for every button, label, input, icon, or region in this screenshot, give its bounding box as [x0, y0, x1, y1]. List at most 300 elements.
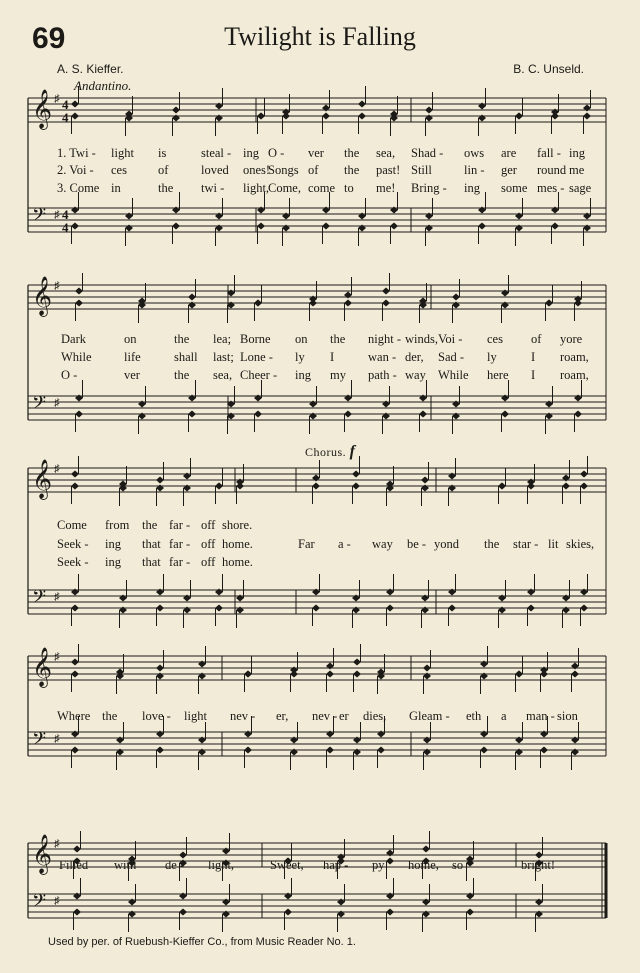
lyric-syllable: Sweet,	[270, 858, 304, 872]
note	[222, 911, 230, 933]
lyric-syllable: that	[142, 555, 161, 569]
treble-clef-icon: 𝄞	[32, 459, 53, 499]
lyric-syllable: I	[531, 350, 536, 364]
note	[448, 458, 456, 480]
lyric-syllable: der,	[405, 350, 424, 364]
note	[257, 113, 265, 135]
lyric-syllable: here	[487, 368, 509, 382]
note	[215, 88, 223, 110]
note	[353, 671, 361, 693]
note	[574, 281, 582, 303]
lyric-syllable: the	[344, 146, 360, 160]
lyric-syllable: Dark	[61, 332, 86, 346]
sharp-icon: ♯	[54, 895, 60, 907]
note	[282, 113, 290, 135]
lyric-syllable: 3. Come	[57, 181, 100, 195]
sharp-icon: ♯	[54, 397, 60, 409]
bass-time-signature-top: 4	[62, 207, 69, 222]
note	[215, 574, 223, 596]
note	[284, 878, 292, 900]
note	[71, 644, 79, 666]
note	[138, 386, 146, 408]
note	[290, 652, 298, 674]
lyric-syllable: O -	[268, 146, 285, 160]
note	[545, 413, 553, 435]
lyric-syllable: bright!	[521, 858, 556, 872]
lyric-syllable: 2. Voi -	[57, 163, 94, 177]
hymn-number: 69	[32, 22, 66, 55]
lyric-syllable: come	[308, 181, 336, 195]
note	[116, 749, 124, 771]
note	[527, 483, 535, 505]
note	[125, 96, 133, 118]
note	[337, 884, 345, 906]
note	[535, 911, 543, 933]
lyric-syllable: Filled	[59, 858, 89, 872]
note	[425, 198, 433, 220]
lyric-syllable: Come	[57, 518, 87, 532]
note	[71, 223, 79, 245]
note	[222, 833, 230, 855]
note	[515, 113, 523, 135]
lyric-syllable: Borne	[240, 332, 271, 346]
note	[215, 483, 223, 505]
lyric-syllable: nev -	[312, 709, 338, 723]
lyric-syllable: ing	[464, 181, 480, 195]
lyric-syllable: the	[158, 181, 174, 195]
note	[382, 413, 390, 435]
lyric-syllable: Come,	[268, 181, 301, 195]
note	[138, 302, 146, 324]
note	[337, 911, 345, 933]
note	[515, 749, 523, 771]
note	[390, 96, 398, 118]
note	[501, 302, 509, 324]
note	[179, 837, 187, 859]
lyric-syllable: light	[184, 709, 207, 723]
lyric-syllable: off	[201, 555, 216, 569]
note	[71, 605, 79, 627]
note	[282, 225, 290, 247]
note	[236, 483, 244, 505]
treble-time-signature-top: 4	[62, 97, 69, 112]
note	[571, 671, 579, 693]
note	[562, 580, 570, 602]
note	[73, 878, 81, 900]
note	[290, 722, 298, 744]
note	[227, 302, 235, 324]
note	[535, 884, 543, 906]
note	[419, 302, 427, 324]
sharp-icon: ♯	[54, 651, 60, 663]
tempo-marking: Andantino.	[74, 78, 132, 93]
note	[574, 411, 582, 433]
note	[580, 605, 588, 627]
note	[312, 574, 320, 596]
lyric-syllable: the	[330, 332, 346, 346]
note	[198, 646, 206, 668]
sharp-icon: ♯	[54, 93, 60, 105]
lyric-syllable: twi -	[201, 181, 225, 195]
treble-clef-icon: 𝄞	[32, 647, 53, 687]
note	[156, 747, 164, 769]
lyric-syllable: ing	[105, 537, 121, 551]
lyric-syllable: love -	[142, 709, 171, 723]
note	[119, 607, 127, 629]
lyric-syllable: off	[201, 518, 216, 532]
lyric-syllable: I	[330, 350, 335, 364]
note	[382, 273, 390, 295]
note	[71, 483, 79, 505]
note	[353, 644, 361, 666]
note	[358, 113, 366, 135]
note	[183, 458, 191, 480]
lyric-syllable: on	[295, 332, 308, 346]
lyric-syllable: de -	[165, 858, 185, 872]
lyric-syllable: O -	[61, 368, 78, 382]
lyric-syllable: hap -	[323, 858, 349, 872]
bass-time-signature-bottom: 4	[62, 220, 69, 235]
lyric-syllable: wan -	[368, 350, 397, 364]
lyric-syllable: Cheer -	[240, 368, 278, 382]
lyric-syllable: roam,	[560, 350, 589, 364]
note	[478, 115, 486, 137]
note	[452, 302, 460, 324]
note	[574, 380, 582, 402]
lyric-syllable: yond	[434, 537, 459, 551]
lyric-syllable: sage	[569, 181, 592, 195]
note	[73, 831, 81, 853]
note	[386, 605, 394, 627]
note	[183, 485, 191, 507]
note	[344, 300, 352, 322]
lyric-syllable: me!	[376, 181, 396, 195]
note	[282, 94, 290, 116]
lyric-syllable: Bring -	[411, 181, 447, 195]
lyric-syllable: ing	[243, 146, 259, 160]
note	[562, 607, 570, 629]
lyric-syllable: Where	[57, 709, 91, 723]
lyric-syllable: in	[111, 181, 121, 195]
lyric-syllable: Still	[411, 163, 432, 177]
lyric-syllable: Far	[298, 537, 315, 551]
note	[422, 911, 430, 933]
lyric-syllable: py	[372, 858, 385, 872]
note	[498, 483, 506, 505]
note	[452, 413, 460, 435]
note	[179, 878, 187, 900]
lyric-syllable: ows	[464, 146, 485, 160]
note	[422, 884, 430, 906]
note	[290, 671, 298, 693]
note	[215, 225, 223, 247]
lyric-syllable: path -	[368, 368, 397, 382]
note	[466, 860, 474, 882]
lyric-syllable: yore	[560, 332, 583, 346]
sharp-icon: ♯	[54, 591, 60, 603]
note	[419, 380, 427, 402]
lyric-syllable: Seek -	[57, 537, 89, 551]
note	[527, 605, 535, 627]
note	[571, 648, 579, 670]
note	[583, 90, 591, 112]
note	[344, 380, 352, 402]
note	[282, 198, 290, 220]
lyric-syllable: is	[158, 146, 167, 160]
lyric-syllable: past!	[376, 163, 401, 177]
lyric-syllable: winds,	[405, 332, 438, 346]
note	[421, 607, 429, 629]
note	[236, 464, 244, 486]
note	[551, 113, 559, 135]
note	[172, 115, 180, 137]
note	[583, 198, 591, 220]
note	[422, 831, 430, 853]
note	[480, 646, 488, 668]
lyric-syllable: dies,	[363, 709, 387, 723]
lyric-syllable: the	[174, 332, 190, 346]
note	[377, 673, 385, 695]
music-system	[28, 273, 606, 434]
note	[386, 835, 394, 857]
sharp-icon: ♯	[54, 209, 60, 221]
note	[312, 605, 320, 627]
lyric-syllable: me	[569, 163, 585, 177]
lyric-syllable: ly	[487, 350, 497, 364]
note	[183, 580, 191, 602]
lyric-syllable: off	[201, 537, 216, 551]
lyric-syllable: of	[158, 163, 169, 177]
note	[344, 277, 352, 299]
note	[309, 413, 317, 435]
lyric-syllable: shore.	[222, 518, 253, 532]
composer-credit: B. C. Unseld.	[513, 62, 584, 76]
lyric-syllable: While	[438, 368, 469, 382]
note	[421, 485, 429, 507]
music-system	[28, 644, 606, 770]
lyric-syllable: from	[105, 518, 130, 532]
treble-clef-icon: 𝄞	[32, 276, 53, 316]
lyric-syllable: light,	[243, 181, 270, 195]
note	[322, 113, 330, 135]
lyric-syllable: home.	[222, 537, 253, 551]
note	[478, 88, 486, 110]
lyric-syllable: some	[501, 181, 528, 195]
lyric-syllable: life	[124, 350, 141, 364]
note	[75, 380, 83, 402]
note	[527, 464, 535, 486]
note	[390, 223, 398, 245]
note	[358, 198, 366, 220]
note	[423, 749, 431, 771]
lyric-syllable: a -	[338, 537, 351, 551]
lyric-syllable: so	[452, 858, 464, 872]
note	[352, 607, 360, 629]
lyric-syllable: ces	[487, 332, 503, 346]
note	[583, 113, 591, 135]
note	[562, 483, 570, 505]
note	[545, 300, 553, 322]
treble-clef-icon: 𝄞	[32, 89, 53, 129]
bass-clef-icon: 𝄢	[32, 205, 47, 230]
note	[448, 605, 456, 627]
note	[125, 225, 133, 247]
lyric-syllable: to	[344, 181, 354, 195]
note	[188, 411, 196, 433]
lyric-syllable: roam,	[560, 368, 589, 382]
note	[480, 673, 488, 695]
lyric-syllable: ing	[569, 146, 585, 160]
note	[425, 115, 433, 137]
lyric-syllable: ger	[501, 163, 517, 177]
note	[244, 671, 252, 693]
lyric-syllable: ing	[105, 555, 121, 569]
note	[515, 225, 523, 247]
lyric-syllable: lin -	[464, 163, 485, 177]
sharp-icon: ♯	[54, 733, 60, 745]
lyric-syllable: steal -	[201, 146, 232, 160]
note	[156, 650, 164, 672]
lyric-syllable: mes -	[537, 181, 565, 195]
bass-clef-icon: 𝄢	[32, 891, 47, 916]
note	[358, 225, 366, 247]
note	[198, 722, 206, 744]
lyric-syllable: Lone -	[240, 350, 273, 364]
lyric-syllable: be -	[407, 537, 427, 551]
note	[198, 749, 206, 771]
note	[71, 747, 79, 769]
lyric-syllable: with	[114, 858, 137, 872]
lyric-syllable: a	[501, 709, 507, 723]
lyric-syllable: ver	[308, 146, 324, 160]
note	[545, 386, 553, 408]
note	[448, 574, 456, 596]
lyric-syllable: Shad -	[411, 146, 444, 160]
lyric-syllable: light	[111, 146, 134, 160]
note	[448, 485, 456, 507]
note	[172, 223, 180, 245]
note	[466, 841, 474, 863]
lyric-syllable: far -	[169, 537, 191, 551]
note	[236, 607, 244, 629]
lyric-syllable: fall -	[537, 146, 561, 160]
note	[75, 411, 83, 433]
note	[312, 460, 320, 482]
note	[254, 380, 262, 402]
note	[452, 386, 460, 408]
sharp-icon: ♯	[54, 838, 60, 850]
note	[215, 198, 223, 220]
note	[227, 413, 235, 435]
note	[386, 485, 394, 507]
note	[215, 115, 223, 137]
note	[116, 673, 124, 695]
note	[423, 650, 431, 672]
note	[119, 580, 127, 602]
lyric-syllable: lit	[548, 537, 559, 551]
note	[421, 462, 429, 484]
note	[562, 460, 570, 482]
note	[138, 283, 146, 305]
note	[421, 580, 429, 602]
note	[71, 574, 79, 596]
music-system	[28, 831, 606, 932]
note	[515, 671, 523, 693]
note	[75, 273, 83, 295]
note	[498, 580, 506, 602]
note	[156, 485, 164, 507]
lyric-syllable: Seek -	[57, 555, 89, 569]
treble-time-signature-bottom: 4	[62, 110, 69, 125]
lyric-syllable: of	[308, 163, 319, 177]
note	[580, 574, 588, 596]
lyric-syllable: the	[484, 537, 500, 551]
note	[75, 300, 83, 322]
note	[172, 92, 180, 114]
note	[156, 605, 164, 627]
note	[125, 115, 133, 137]
note	[125, 198, 133, 220]
note	[377, 747, 385, 769]
lyric-syllable: 1. Twi -	[57, 146, 96, 160]
note	[309, 281, 317, 303]
lyric-syllable: ces	[111, 163, 127, 177]
note	[466, 909, 474, 931]
note	[352, 580, 360, 602]
note	[198, 673, 206, 695]
lyric-syllable: light,	[208, 858, 235, 872]
lyric-syllable: nev -	[230, 709, 256, 723]
note	[515, 722, 523, 744]
note	[326, 648, 334, 670]
chorus-marking	[305, 443, 356, 461]
lyric-syllable: er,	[276, 709, 289, 723]
footer-credit: Used by per. of Ruebush-Kieffer Co., from Music Reader No. 1.	[48, 936, 356, 948]
note	[138, 413, 146, 435]
note	[515, 198, 523, 220]
note	[309, 300, 317, 322]
note	[257, 223, 265, 245]
lyricist-credit: A. S. Kieffer.	[57, 62, 124, 76]
lyric-syllable: skies,	[566, 537, 595, 551]
note	[551, 223, 559, 245]
note	[498, 607, 506, 629]
note	[236, 580, 244, 602]
note	[322, 90, 330, 112]
lyric-syllable: last;	[213, 350, 234, 364]
note	[386, 574, 394, 596]
note	[382, 300, 390, 322]
note	[179, 909, 187, 931]
note	[254, 411, 262, 433]
lyric-syllable: the	[344, 163, 360, 177]
sharp-icon: ♯	[54, 280, 60, 292]
note	[156, 673, 164, 695]
lyric-syllable: Voi -	[438, 332, 463, 346]
note	[386, 466, 394, 488]
note	[478, 223, 486, 245]
lyric-syllable: that	[142, 537, 161, 551]
note	[501, 380, 509, 402]
note	[188, 279, 196, 301]
note	[540, 747, 548, 769]
note	[419, 411, 427, 433]
lyric-syllable: lea;	[213, 332, 232, 346]
lyric-syllable: on	[124, 332, 137, 346]
lyric-syllable: ing	[295, 368, 311, 382]
bass-staff	[28, 894, 606, 918]
note	[466, 878, 474, 900]
